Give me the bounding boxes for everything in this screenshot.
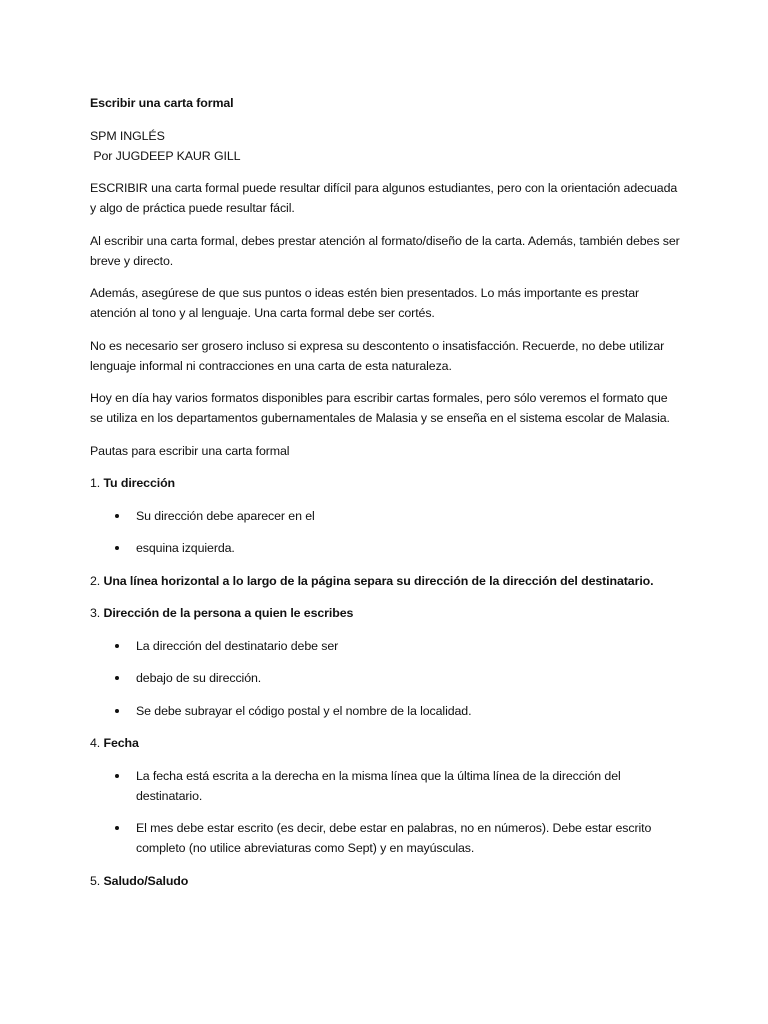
list-item xyxy=(90,668,680,688)
section-number: 4. xyxy=(90,736,104,750)
document-subtitle: SPM INGLÉS xyxy=(90,128,165,143)
bullet-icon xyxy=(115,709,119,713)
list-item-text: esquina izquierda. xyxy=(136,541,235,555)
bullet-icon xyxy=(115,826,119,830)
list-item xyxy=(90,701,680,721)
section-title: Dirección de la persona a quien le escribes xyxy=(103,606,354,620)
document-page xyxy=(90,93,680,903)
document-author: Por JUGDEEP KAUR GILL xyxy=(90,148,241,163)
bullet-icon xyxy=(115,546,119,550)
paragraph: ESCRIBIR una carta formal puede resultar difícil para algunos estudiantes, pero con la orientación adecuada y algo de práctica puede resultar fácil. xyxy=(90,181,678,215)
list-item xyxy=(90,818,680,858)
paragraph: Al escribir una carta formal, debes prestar atención al formato/diseño de la carta. Además, también debes ser breve y directo. xyxy=(90,233,680,268)
list-item-text: debajo de su dirección. xyxy=(136,671,262,685)
bullet-list xyxy=(90,506,680,559)
paragraph: Además, asegúrese de que sus puntos o ideas estén bien presentados. Lo más importante es prestar atención al tono y al lenguaje. Una carta formal debe ser cortés. xyxy=(90,286,640,320)
section-title: Saludo/Saludo xyxy=(103,873,189,888)
bullet-icon xyxy=(115,644,119,648)
list-item-text: Se debe subrayar el código postal y el nombre de la localidad. xyxy=(136,703,472,718)
list-item xyxy=(90,506,680,526)
list-item xyxy=(90,636,680,656)
paragraph: Hoy en día hay varios formatos disponibles para escribir cartas formales, pero sólo veremos el formato que se utiliza en los departamentos gubernamentales de Malasia y se enseña en el sistema escolar de Malasia. xyxy=(90,391,670,425)
section-heading xyxy=(90,571,680,591)
bullet-list xyxy=(90,766,680,859)
bullet-icon xyxy=(115,514,119,518)
bullet-icon xyxy=(115,774,119,778)
section-heading xyxy=(90,473,680,493)
section-number: 3. xyxy=(90,606,104,620)
list-item-text: El mes debe estar escrito (es decir, debe estar en palabras, no en números). Debe estar escrito completo (no utilice abreviaturas como Sept) y en mayúsculas. xyxy=(136,821,652,855)
section-heading xyxy=(90,603,680,623)
list-item xyxy=(90,766,680,806)
byline xyxy=(90,126,680,166)
bullet-icon xyxy=(115,676,119,680)
section-title: Tu dirección xyxy=(103,476,176,490)
section-number: 1. xyxy=(90,476,104,490)
section-title: Una línea horizontal a lo largo de la página separa su dirección de la dirección del destinatario. xyxy=(103,573,654,588)
paragraph: No es necesario ser grosero incluso si expresa su descontento o insatisfacción. Recuerde, no debe utilizar lenguaje informal ni contracciones en una carta de esta naturaleza. xyxy=(90,338,665,373)
paragraph: Pautas para escribir una carta formal xyxy=(90,443,290,458)
section-number: 5. xyxy=(90,873,104,888)
list-item-text: La fecha está escrita a la derecha en la misma línea que la última línea de la dirección del destinatario. xyxy=(136,768,621,803)
section-heading xyxy=(90,871,680,891)
section-number: 2. xyxy=(90,573,104,588)
list-item xyxy=(90,538,680,558)
bullet-list xyxy=(90,636,680,721)
list-item-text: Su dirección debe aparecer en el xyxy=(136,508,315,523)
document-title: Escribir una carta formal xyxy=(90,96,234,110)
list-item-text: La dirección del destinatario debe ser xyxy=(136,638,339,653)
section-heading xyxy=(90,733,680,753)
section-title: Fecha xyxy=(103,736,139,750)
